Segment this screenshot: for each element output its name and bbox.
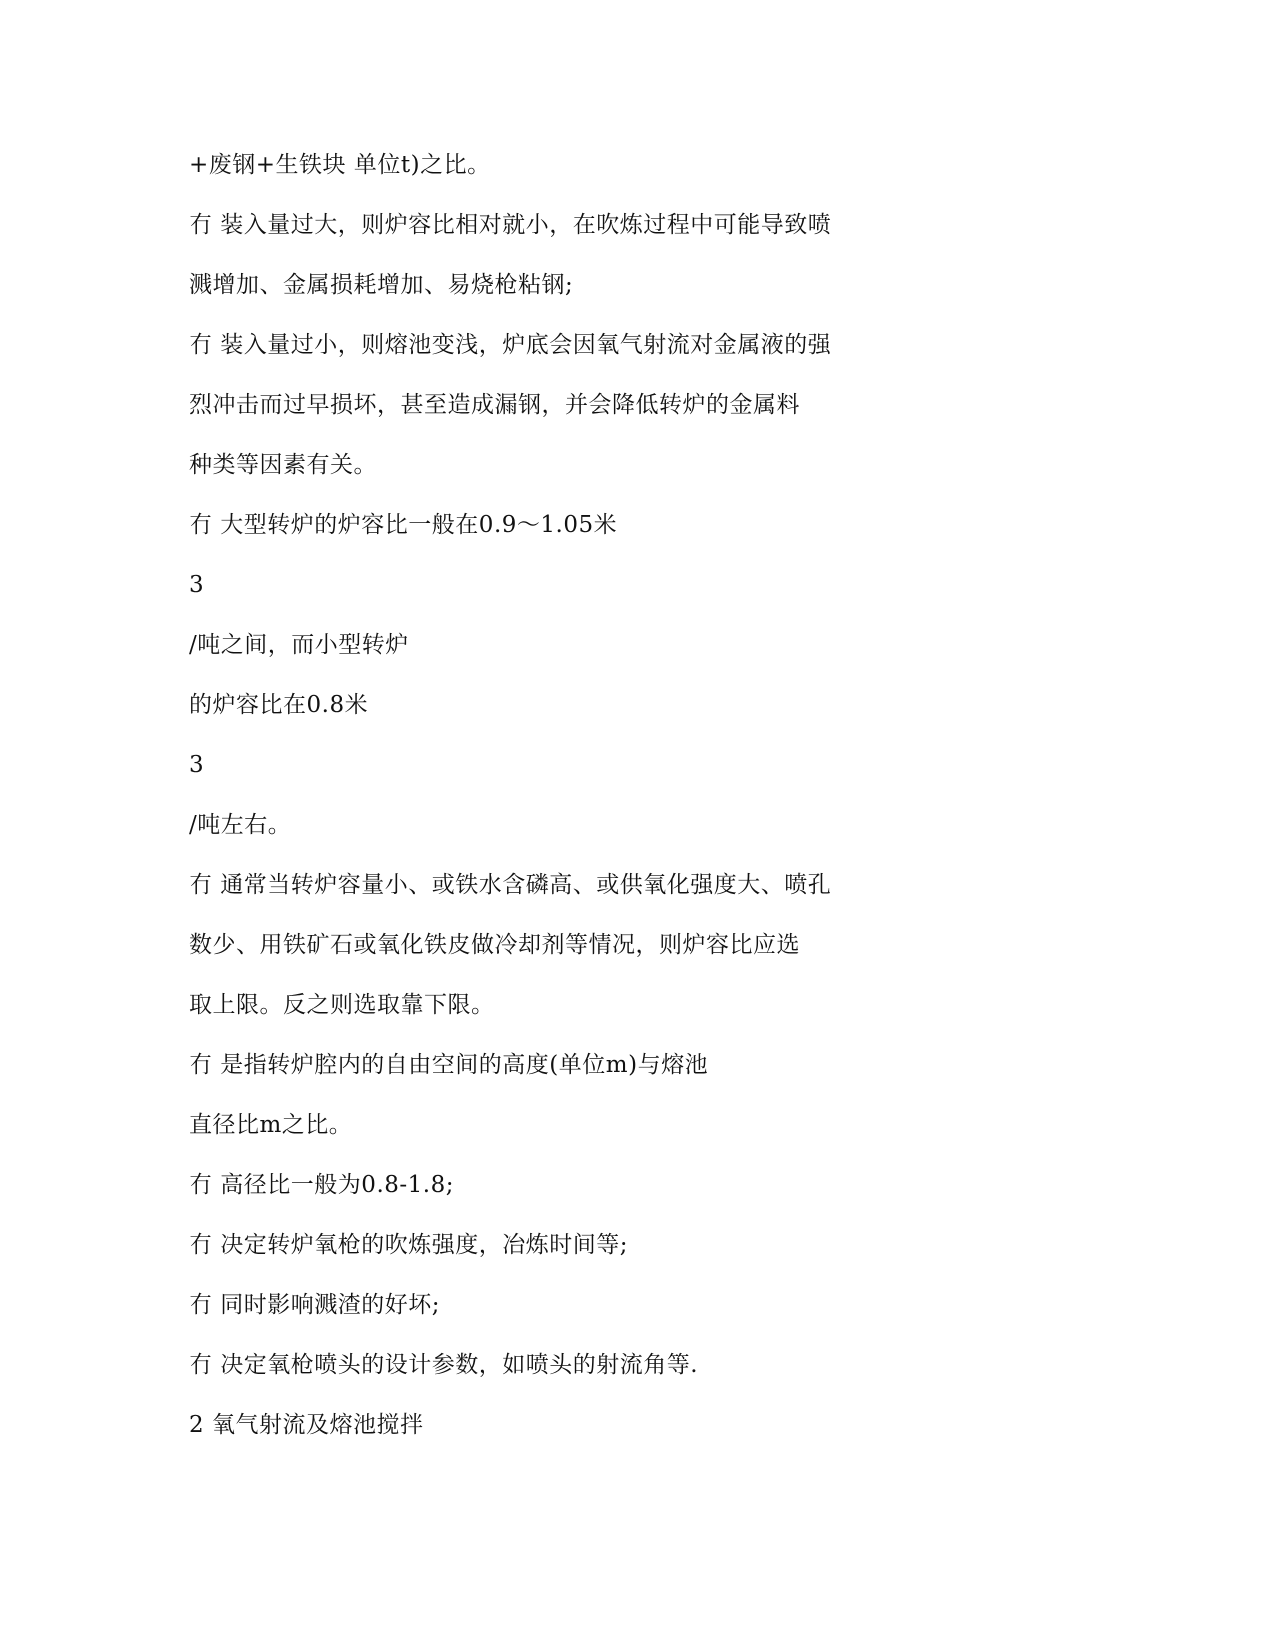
text-line: 3 [189,572,205,598]
text-line: 冇 大型转炉的炉容比一般在0.9～1.05米 [189,512,618,538]
text-line: 冇 同时影响溅渣的好坏; [189,1292,441,1318]
text-line: 烈冲击而过早损坏，甚至造成漏钢，并会降低转炉的金属料 [189,392,800,418]
text-line: 冇 高径比一般为0.8-1.8; [189,1172,454,1198]
text-line: 冇 装入量过小，则熔池变浅，炉底会因氧气射流对金属液的强 [189,332,832,358]
text-line: 种类等因素有关。 [189,452,377,478]
text-line: /吨左右。 [189,812,292,838]
text-line: 冇 决定氧枪喷头的设计参数，如喷头的射流角等. [189,1352,699,1378]
text-line: 冇 装入量过大，则炉容比相对就小，在吹炼过程中可能导致喷 [189,212,832,238]
text-line: /吨之间，而小型转炉 [189,632,409,658]
section-heading: 2 氧气射流及熔池搅拌 [189,1412,424,1438]
text-line: 取上限。反之则选取靠下限。 [189,992,495,1018]
text-line: 的炉容比在0.8米 [189,692,369,718]
text-line: 冇 决定转炉氧枪的吹炼强度，冶炼时间等; [189,1232,629,1258]
text-line: 冇 通常当转炉容量小、或铁水含磷高、或供氧化强度大、喷孔 [189,872,832,898]
text-line: 数少、用铁矿石或氧化铁皮做冷却剂等情况，则炉容比应选 [189,932,800,958]
text-line: +废钢+生铁块 单位t)之比。 [189,152,491,178]
text-line: 溅增加、金属损耗增加、易烧枪粘钢; [189,272,574,298]
text-line: 直径比m之比。 [189,1112,353,1138]
text-line: 冇 是指转炉腔内的自由空间的高度(单位m)与熔池 [189,1052,709,1078]
text-line: 3 [189,752,205,778]
